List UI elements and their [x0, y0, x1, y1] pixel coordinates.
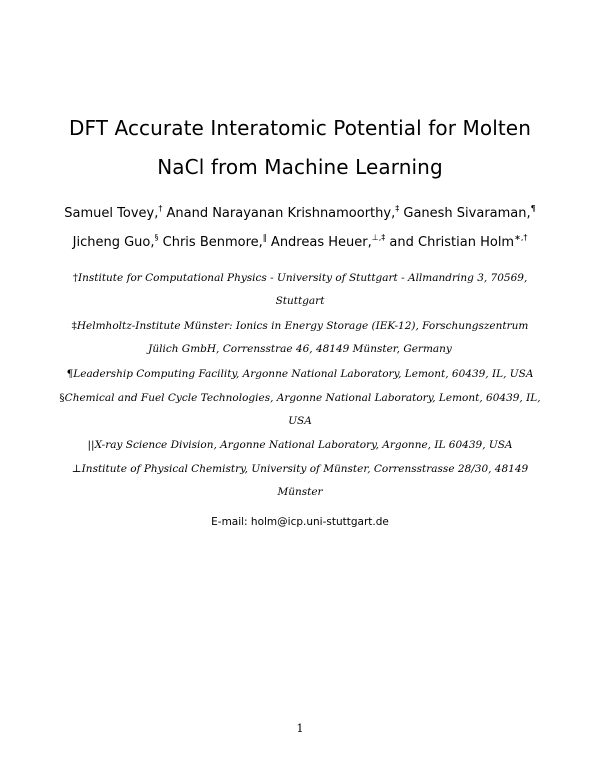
paper-title-line-2: NaCl from Machine Learning [157, 155, 443, 179]
affiliation-mark: † [72, 272, 78, 284]
affiliation-mark: ¶ [66, 368, 74, 380]
corresponding-email[interactable]: E-mail: holm@icp.uni-stuttgart.de [211, 516, 389, 528]
author-conjunction: and [389, 235, 414, 250]
author-affiliation-mark: ‡ [395, 204, 400, 213]
author-affiliation-mark: ∗,† [514, 233, 528, 242]
author-affiliation-mark: ¶ [530, 204, 536, 213]
affiliation [55, 267, 545, 313]
affiliation [55, 315, 545, 361]
affiliation-text: X-ray Science Division, Argonne National Laboratory, Argonne, IL 60439, USA [94, 439, 513, 451]
affiliation-mark: || [87, 439, 95, 451]
author-affiliation-mark: ⊥,‡ [371, 233, 386, 242]
affiliation [55, 363, 545, 386]
paper-title-line-1: DFT Accurate Interatomic Potential for Molten [69, 116, 531, 140]
affiliation-text: Leadership Computing Facility, Argonne National Laboratory, Lemont, 60439, IL, USA [73, 368, 534, 380]
affiliation-mark: ‡ [71, 320, 77, 332]
affiliation [55, 458, 545, 504]
author-name: Chris Benmore, [162, 235, 263, 250]
author-affiliation-mark: ‖ [262, 233, 267, 242]
author-name: Andreas Heuer, [270, 235, 372, 250]
affiliation-text: Chemical and Fuel Cycle Technologies, Argonne National Laboratory, Lemont, 60439, IL, USA [64, 392, 541, 427]
affiliation [55, 387, 545, 433]
author-name: Anand Narayanan Krishnamoorthy, [166, 206, 396, 221]
affiliation-mark: § [59, 392, 65, 404]
page-number: 1 [296, 722, 304, 735]
author-affiliation-mark: † [158, 204, 163, 213]
author-name: Jicheng Guo, [72, 235, 155, 250]
author-name: Ganesh Sivaraman, [403, 206, 531, 221]
affiliation-mark: ⊥ [71, 463, 82, 475]
author-name: Samuel Tovey, [64, 206, 159, 221]
author-list-line-2 [40, 235, 560, 250]
affiliation-text: Helmholtz-Institute Münster: Ionics in Energy Storage (IEK-12), Forschungszentrum Jülich GmbH, Corrensstrae 46, 48149 Münster, Germany [76, 320, 529, 355]
author-name: Christian Holm [418, 235, 515, 250]
affiliation-text: Institute of Physical Chemistry, University of Münster, Corrensstrasse 28/30, 48149 Münster [81, 463, 529, 498]
author-affiliation-mark: § [154, 233, 159, 242]
author-list-line-1 [40, 206, 560, 221]
affiliation-text: Institute for Computational Physics - University of Stuttgart - Allmandring 3, 70569, Stuttgart [77, 272, 528, 307]
affiliation [55, 434, 545, 457]
